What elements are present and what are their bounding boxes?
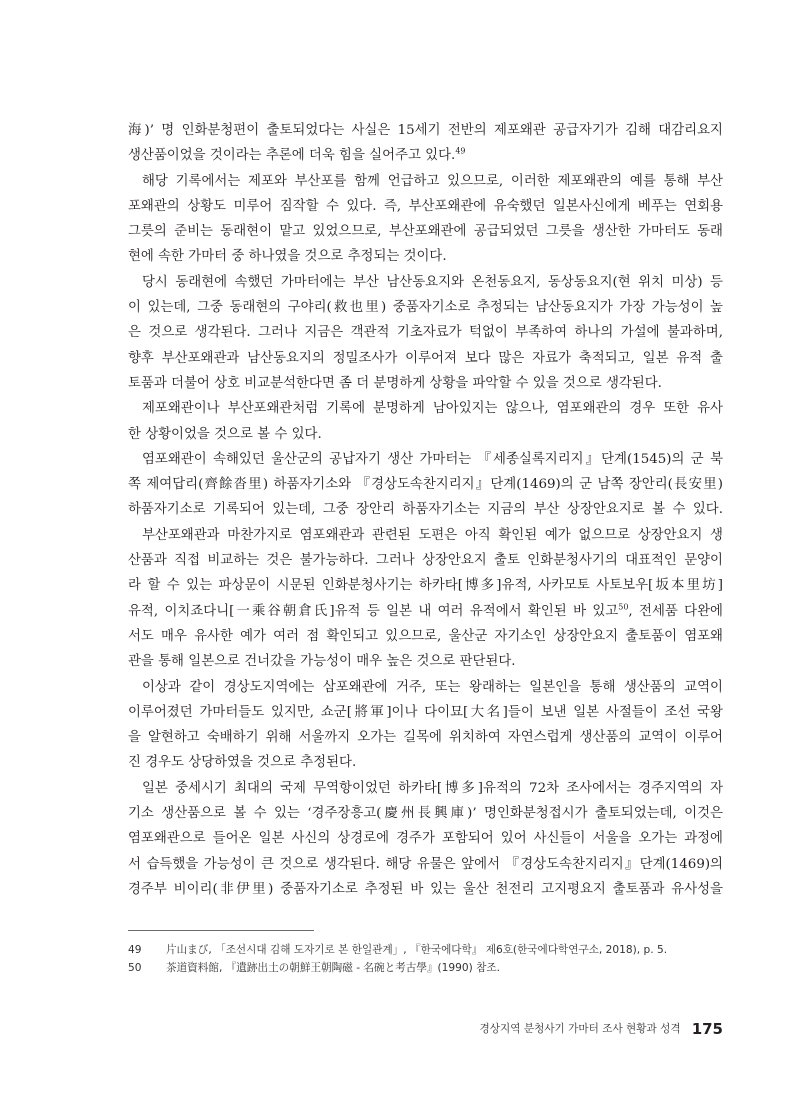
footnote-ref: 49	[455, 146, 466, 156]
body-line-text: 염포왜관이 속해있던 울산군의 공납자기 생산 가마터는 『세종실록지리지』단계(1545)의 군 북	[142, 451, 723, 467]
body-line	[128, 877, 723, 902]
body-line-text: 하품자기소로 기록되어 있는데, 그중 장안리 하품자기소는 지금의 부산 상장안요지로 볼 수 있다.	[128, 502, 723, 518]
body-line-tail: , 전세품 다완에	[628, 603, 723, 619]
body-line	[128, 422, 723, 447]
body-line-text: 제포왜관이나 부산포왜관처럼 기록에 분명하게 남아있지는 않으나, 염포왜관의 경우 또한 유사	[142, 401, 723, 417]
body-line	[128, 649, 723, 674]
body-line	[128, 497, 723, 522]
body-line	[128, 599, 723, 624]
footnote-text: 片山まび, 「조선시대 김해 도자기로 본 한일관계」, 『한국에다학』 제6호(한국에다학연구소, 2018), p. 5.	[166, 944, 668, 956]
body-line-text: 을 알현하고 숙배하기 위해 서울까지 오가는 길목에 위치하여 자연스럽게 생산품의 교역이 이루어	[128, 730, 723, 746]
body-line-text: 염포왜관으로 들어온 일본 사신의 상경로에 경주가 포함되어 있어 사신들이 서울을 오가는 과정에	[128, 831, 723, 847]
body-line	[128, 750, 723, 775]
body-line-text: 은 것으로 생각된다. 그러나 지금은 객관적 기초자료가 턱없이 부족하여 하나의 가설에 불과하며,	[128, 325, 723, 341]
body-line-text: 향후 부산포왜관과 남산동요지의 정밀조사가 이루어져 보다 많은 자료가 축적되고, 일본 유적 출	[128, 350, 723, 366]
body-line-text: 산품과 직접 비교하는 것은 불가능하다. 그러나 상장안요지 출토 인화분청사기의 대표적인 문양이	[128, 553, 723, 569]
body-line-text: 서도 매우 유사한 예가 여러 점 확인되고 있으므로, 울산군 자기소인 상장안요지 출토품이 염포왜	[128, 628, 723, 644]
body-line-text: 라 할 수 있는 파상문이 시문된 인화분청사기는 하카타[博多]유적, 사카모토 사토보우[坂本里坊]	[128, 578, 723, 594]
body-line	[128, 801, 723, 826]
body-text	[128, 118, 723, 902]
body-line	[128, 447, 723, 472]
body-line-text: 한 상황이었을 것으로 볼 수 있다.	[128, 426, 322, 442]
body-line-text: 일본 중세시기 최대의 국제 무역항이었던 하카타[博多]유적의 72차 조사에서는 경주지역의 자	[142, 780, 723, 796]
body-line-text: 토품과 더불어 상호 비교분석한다면 좀 더 분명하게 상황을 파악할 수 있을 것으로 생각된다.	[128, 375, 662, 391]
body-line	[128, 725, 723, 750]
body-line-text: 경주부 비이리(非伊里) 중품자기소로 추정된 바 있는 울산 천전리 고지평요지 출토품과 유사성을	[128, 881, 723, 897]
body-line-text: 당시 동래현에 속했던 가마터에는 부산 남산동요지와 온천동요지, 동상동요지(현 위치 미상) 등	[142, 274, 723, 290]
body-line	[128, 320, 723, 345]
body-line	[128, 219, 723, 244]
body-line-text: 海)’ 명 인화분청편이 출토되었다는 사실은 15세기 전반의 제포왜관 공급자기가 김해 대감리요지	[128, 123, 723, 138]
body-line-text: 관을 통해 일본으로 건너갔을 가능성이 매우 높은 것으로 판단된다.	[128, 654, 516, 670]
footnote-divider	[128, 930, 314, 931]
body-line-text: 해당 기록에서는 제포와 부산포를 함께 언급하고 있으므로, 이러한 제포왜관의 예를 통해 부산	[142, 173, 723, 189]
body-line	[128, 573, 723, 598]
body-line-text: 현에 속한 가마터 중 하나였을 것으로 추정되는 것이다.	[128, 249, 447, 265]
footnote-number: 50	[128, 962, 142, 974]
body-line	[128, 143, 723, 168]
body-line-text: 유적, 이치죠다니[一乘谷朝倉氏]유적 등 일본 내 여러 유적에서 확인된 바 있고	[128, 603, 619, 619]
body-line	[128, 371, 723, 396]
body-line-text: 이 있는데, 그중 동래현의 구야리(救也里) 중품자기소로 추정되는 남산동요지가 가장 가능성이 높	[128, 300, 723, 316]
body-line-text: 쪽 제여답리(齊餘沓里) 하품자기소와 『경상도속찬지리지』단계(1469)의 군 남쪽 장안리(長安里)	[128, 477, 723, 493]
body-line-text: 포왜관의 상황도 미루어 짐작할 수 있다. 즉, 부산포왜관에 유숙했던 일본사신에게 베푸는 연회용	[128, 198, 723, 214]
body-line	[128, 852, 723, 877]
footnotes	[128, 942, 728, 978]
body-line-text: 이루어졌던 가마터들도 있지만, 쇼군[將軍]이나 다이묘[大名]들이 보낸 일본 사절들이 조선 국왕	[128, 704, 723, 720]
body-line	[128, 776, 723, 801]
body-line	[128, 675, 723, 700]
body-line	[128, 346, 723, 371]
body-line	[128, 548, 723, 573]
body-line	[128, 624, 723, 649]
body-line	[128, 194, 723, 219]
running-head-title: 경상지역 분청사기 가마터 조사 현황과 성격	[479, 1023, 681, 1035]
body-line-text: 생산품이었을 것이라는 추론에 더욱 힘을 실어주고 있다.	[128, 148, 456, 164]
footnote-number: 49	[128, 944, 142, 956]
body-line	[128, 826, 723, 851]
body-line-text: 서 습득했을 가능성이 큰 것으로 생각된다. 해당 유물은 앞에서 『경상도속찬지리지』단계(1469)의	[128, 856, 723, 872]
body-line-text: 진 경우도 상당하였을 것으로 추정된다.	[128, 755, 357, 771]
footnote	[128, 942, 728, 960]
page-number: 175	[691, 1019, 723, 1038]
body-line	[128, 700, 723, 725]
footnote-text: 茶道資料館, 『遺跡出土の朝鮮王朝陶磁 - 名碗と考古學』(1990) 참조.	[166, 962, 500, 974]
body-line-text: 이상과 같이 경상도지역에는 삼포왜관에 거주, 또는 왕래하는 일본인을 통해 생산품의 교역이	[142, 679, 723, 695]
body-line	[128, 295, 723, 320]
body-line-text: 기소 생산품으로 볼 수 있는 ‘경주장흥고(慶州長興庫)’ 명인화분청접시가 출토되었는데, 이것은	[128, 806, 723, 822]
body-line	[128, 244, 723, 269]
running-footer	[480, 1018, 723, 1038]
body-line-text: 그릇의 준비는 동래현이 맡고 있었으므로, 부산포왜관에 공급되었던 그릇을 생산한 가마터도 동래	[128, 224, 723, 240]
body-line	[128, 523, 723, 548]
body-line	[128, 169, 723, 194]
footnote-ref: 50	[618, 602, 629, 612]
footnote	[128, 960, 728, 978]
body-line	[128, 118, 723, 143]
body-line	[128, 472, 723, 497]
body-line	[128, 396, 723, 421]
body-line	[128, 270, 723, 295]
body-line-text: 부산포왜관과 마찬가지로 염포왜관과 관련된 도편은 아직 확인된 예가 없으므로 상장안요지 생	[142, 527, 723, 543]
